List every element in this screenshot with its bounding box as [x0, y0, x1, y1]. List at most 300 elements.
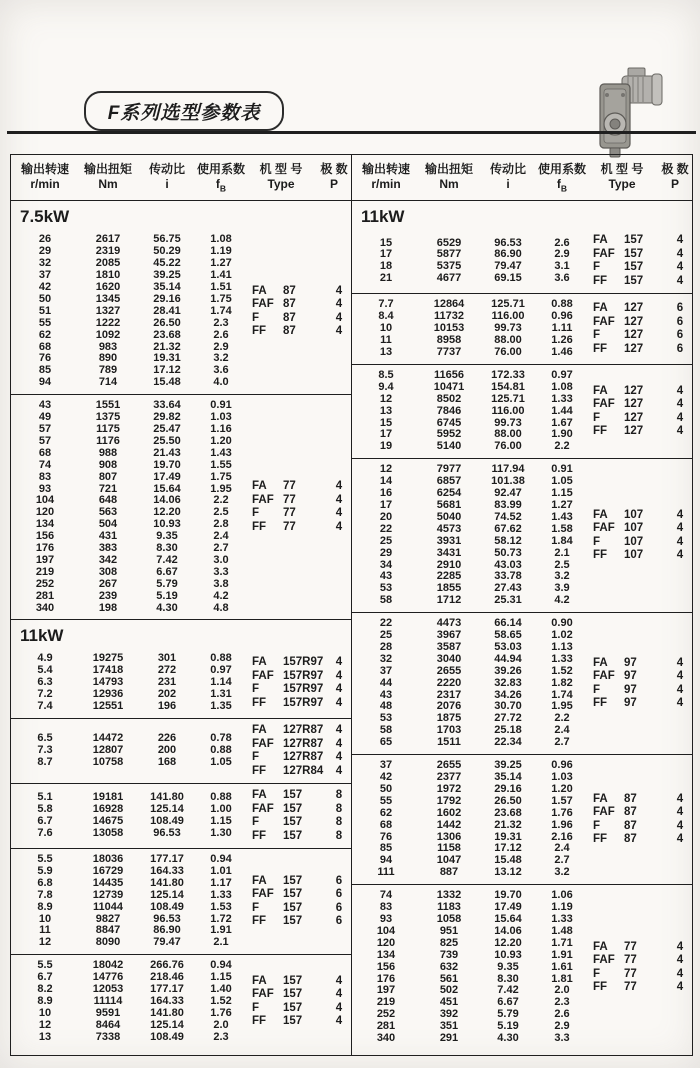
- output-torque-value: 16928: [92, 803, 124, 816]
- pole-count: 6: [335, 888, 343, 901]
- ratio-value: 56.75: [153, 233, 181, 246]
- output-torque-value: 342: [98, 553, 118, 566]
- output-speed-value: 10: [379, 322, 393, 335]
- ratio-value: 23.68: [153, 328, 181, 341]
- pole-count: 4: [335, 974, 343, 987]
- table-row: [11, 472, 245, 484]
- type-row: [586, 954, 692, 968]
- type-row: [586, 522, 692, 536]
- table-row: [11, 330, 245, 342]
- output-torque-value: 14675: [92, 815, 124, 828]
- header-label: 传动比: [489, 162, 526, 176]
- table-row: [11, 1008, 245, 1020]
- output-speed-value: 48: [379, 700, 393, 713]
- output-speed-value: 7.6: [37, 826, 53, 839]
- service-factor-value: 1.84: [551, 534, 573, 547]
- service-factor-value: 1.27: [210, 257, 232, 270]
- output-speed-value: 197: [376, 984, 396, 997]
- ratio-value: 50.73: [494, 546, 522, 559]
- data-rows: [352, 299, 586, 359]
- pole-count: 4: [676, 683, 684, 696]
- service-factor-value: 0.88: [210, 791, 232, 804]
- ratio-value: 33.78: [494, 570, 522, 583]
- ratio-value: 88.00: [494, 428, 522, 441]
- ratio-value: 32.83: [494, 676, 522, 689]
- header-label: 传动比: [148, 162, 185, 176]
- pole-count: 4: [676, 234, 684, 247]
- service-factor-value: 3.3: [554, 1032, 570, 1045]
- pole-count: 8: [335, 802, 343, 815]
- output-torque-value: 1972: [436, 782, 462, 795]
- service-factor-value: 1.51: [210, 281, 232, 294]
- type-size: 157R97: [283, 683, 324, 696]
- type-prefix: FA: [252, 974, 267, 987]
- ratio-value: 27.43: [494, 582, 522, 595]
- pole-count: 4: [676, 384, 684, 397]
- type-row: [245, 888, 351, 902]
- ratio-value: 17.12: [494, 842, 522, 855]
- ratio-value: 29.16: [153, 292, 181, 305]
- output-speed-value: 65: [379, 736, 393, 749]
- type-row: [586, 670, 692, 684]
- type-row: [586, 941, 692, 955]
- table-row: [11, 828, 245, 840]
- output-torque-value: 1092: [95, 328, 121, 341]
- service-factor-value: 2.2: [554, 440, 570, 453]
- output-speed-value: 26: [38, 233, 52, 246]
- header-label: 机 型 号: [259, 162, 303, 176]
- output-torque-value: 16729: [92, 864, 124, 877]
- service-factor-value: 1.40: [210, 983, 232, 996]
- table-row: [352, 382, 586, 394]
- pole-count: 4: [676, 981, 684, 994]
- service-factor-value: 0.96: [551, 310, 573, 323]
- output-torque-value: 6745: [436, 416, 462, 429]
- type-row: [586, 806, 692, 820]
- output-speed-value: 17: [379, 498, 393, 511]
- ratio-value: 164.33: [150, 864, 184, 877]
- type-size: 127: [624, 384, 644, 397]
- ratio-value: 15.48: [153, 376, 181, 389]
- output-torque-value: 6529: [436, 236, 462, 249]
- service-factor-value: 1.00: [210, 803, 232, 816]
- type-prefix: FA: [252, 874, 267, 887]
- output-torque-value: 789: [98, 364, 118, 377]
- table-row: [11, 591, 245, 603]
- type-row: [586, 833, 692, 847]
- type-row: [586, 793, 692, 807]
- type-prefix: FAF: [593, 315, 615, 328]
- ratio-value: 8.30: [156, 542, 178, 555]
- ratio-value: 177.17: [150, 983, 184, 996]
- ratio-value: 17.12: [153, 364, 181, 377]
- output-speed-value: 340: [35, 601, 55, 614]
- output-speed-value: 74: [38, 458, 52, 471]
- output-speed-value: 14: [379, 475, 393, 488]
- output-torque-value: 12551: [92, 700, 124, 713]
- service-factor-value: 2.0: [213, 1018, 229, 1031]
- table-row: [352, 1033, 586, 1045]
- ratio-value: 14.06: [494, 924, 522, 937]
- type-size: 157: [283, 974, 303, 987]
- ratio-value: 88.00: [494, 334, 522, 347]
- type-size: 77: [624, 981, 637, 994]
- type-row: [245, 697, 351, 711]
- output-speed-value: 219: [35, 565, 55, 578]
- ratio-value: 92.47: [494, 487, 522, 500]
- output-torque-value: 2655: [436, 664, 462, 677]
- ratio-value: 83.99: [494, 498, 522, 511]
- type-size: 157: [283, 829, 303, 842]
- header-label: 机 型 号: [600, 162, 644, 176]
- data-rows: [11, 653, 245, 713]
- output-speed-value: 8.2: [37, 983, 53, 996]
- type-prefix: F: [593, 261, 601, 274]
- ratio-value: 30.70: [494, 700, 522, 713]
- service-factor-value: 1.43: [551, 510, 573, 523]
- output-speed-value: 62: [379, 806, 393, 819]
- service-factor-value: 1.05: [551, 475, 573, 488]
- type-size: 157: [283, 988, 303, 1001]
- type-size: 97: [624, 683, 637, 696]
- ratio-value: 5.79: [497, 1008, 519, 1021]
- type-size: 157: [283, 915, 303, 928]
- pole-count: 4: [676, 398, 684, 411]
- ratio-value: 141.80: [150, 876, 184, 889]
- header-unit: r/min: [371, 177, 401, 191]
- table-row: [352, 796, 586, 808]
- service-factor-value: 2.4: [554, 724, 570, 737]
- output-speed-value: 15: [379, 416, 393, 429]
- output-torque-value: 2220: [436, 676, 462, 689]
- data-rows: [11, 792, 245, 840]
- type-size: 127R87: [283, 724, 324, 737]
- page-title: [84, 91, 284, 131]
- ratio-value: 125.14: [150, 803, 184, 816]
- data-block: [11, 718, 351, 783]
- data-block: [11, 848, 351, 954]
- type-prefix: FF: [593, 549, 608, 562]
- type-size: 157R97: [283, 696, 324, 709]
- output-speed-value: 62: [38, 328, 52, 341]
- output-speed-value: 4.9: [37, 652, 53, 665]
- data-rows: [11, 400, 245, 614]
- type-prefix: FAF: [593, 247, 615, 260]
- type-row: [586, 316, 692, 330]
- table-row: [352, 273, 586, 285]
- ratio-value: 12.20: [153, 506, 181, 519]
- output-torque-value: 721: [98, 482, 118, 495]
- type-size: 127: [624, 302, 644, 315]
- type-size: 157: [624, 234, 644, 247]
- type-row: [245, 915, 351, 929]
- type-prefix: FF: [252, 520, 267, 533]
- table-row: [352, 820, 586, 832]
- header-divider-line: [7, 131, 696, 134]
- output-speed-value: 11: [380, 334, 392, 347]
- output-speed-value: 13: [379, 404, 393, 417]
- pole-count: 4: [676, 697, 684, 710]
- header-cell: [352, 161, 420, 196]
- table-row: [352, 737, 586, 749]
- type-row: [245, 312, 351, 326]
- output-speed-value: 13: [379, 346, 393, 359]
- output-speed-value: 34: [379, 558, 393, 571]
- table-row: [11, 603, 245, 615]
- service-factor-value: 1.71: [551, 936, 573, 949]
- type-size: 127: [624, 329, 644, 342]
- ratio-value: 26.50: [153, 316, 181, 329]
- type-prefix: F: [593, 535, 601, 548]
- output-torque-value: 9591: [95, 1006, 121, 1019]
- output-torque-value: 1511: [437, 736, 461, 749]
- service-factor-value: 0.91: [551, 463, 573, 476]
- header-label: 使用系数: [538, 162, 587, 176]
- output-torque-value: 563: [98, 506, 118, 519]
- ratio-value: 5.79: [156, 577, 178, 590]
- service-factor-value: 1.14: [210, 676, 232, 689]
- header-label: 输出扭矩: [424, 162, 473, 176]
- output-torque-value: 2655: [436, 759, 462, 772]
- output-speed-value: 93: [38, 482, 52, 495]
- ratio-value: 39.26: [494, 664, 522, 677]
- type-prefix: FAF: [252, 988, 274, 1001]
- type-prefix: F: [252, 816, 260, 829]
- service-factor-value: 0.94: [210, 853, 232, 866]
- type-size: 157: [283, 1001, 303, 1014]
- output-torque-value: 6857: [436, 475, 462, 488]
- table-row: [352, 938, 586, 950]
- ratio-value: 108.49: [150, 900, 184, 913]
- service-factor-value: 1.67: [551, 416, 573, 429]
- service-factor-value: 2.7: [213, 542, 229, 555]
- output-speed-value: 76: [379, 830, 393, 843]
- ratio-value: 10.93: [494, 948, 522, 961]
- output-torque-value: 14776: [92, 971, 124, 984]
- service-factor-value: 1.33: [551, 392, 573, 405]
- service-factor-value: 1.30: [210, 826, 232, 839]
- service-factor-value: 1.33: [551, 652, 573, 665]
- output-torque-value: 5952: [436, 428, 462, 441]
- output-speed-value: 53: [379, 582, 393, 595]
- output-torque-value: 890: [98, 352, 118, 365]
- type-prefix: FA: [593, 940, 608, 953]
- output-torque-value: 11656: [434, 368, 464, 381]
- ratio-value: 5.19: [156, 589, 178, 602]
- type-list: [586, 657, 692, 711]
- header-unit: i: [506, 177, 510, 191]
- service-factor-value: 1.02: [551, 629, 573, 642]
- ratio-value: 96.53: [494, 236, 522, 249]
- type-row: [245, 738, 351, 752]
- data-block: [352, 293, 692, 364]
- type-size: 157: [283, 874, 303, 887]
- ratio-value: 35.14: [494, 771, 522, 784]
- pole-count: 8: [335, 789, 343, 802]
- ratio-value: 125.71: [491, 298, 525, 311]
- type-prefix: FF: [593, 697, 608, 710]
- type-row: [586, 657, 692, 671]
- output-speed-value: 37: [38, 269, 52, 282]
- ratio-value: 7.42: [156, 553, 178, 566]
- data-rows: [352, 890, 586, 1045]
- service-factor-value: 1.35: [210, 700, 232, 713]
- output-speed-value: 176: [376, 972, 396, 985]
- type-row: [245, 285, 351, 299]
- output-speed-value: 11: [39, 924, 51, 937]
- output-speed-value: 32: [38, 257, 52, 270]
- pole-count: 4: [335, 1001, 343, 1014]
- pole-count: 4: [676, 940, 684, 953]
- output-torque-value: 632: [439, 960, 459, 973]
- output-speed-value: 25: [379, 629, 393, 642]
- service-factor-value: 1.58: [551, 522, 573, 535]
- service-factor-value: 0.94: [210, 959, 232, 972]
- output-speed-value: 43: [38, 399, 52, 412]
- pole-count: 4: [676, 819, 684, 832]
- output-torque-value: 2910: [436, 558, 462, 571]
- output-speed-value: 197: [35, 553, 55, 566]
- output-speed-value: 6.8: [37, 876, 53, 889]
- type-size: 157: [283, 888, 303, 901]
- type-size: 97: [624, 670, 637, 683]
- type-prefix: FA: [252, 724, 267, 737]
- type-list: [586, 385, 692, 439]
- type-prefix: FAF: [252, 737, 274, 750]
- ratio-value: 272: [157, 664, 177, 677]
- table-row: [11, 1020, 245, 1032]
- service-factor-value: 0.88: [210, 744, 232, 757]
- page-title-text: F系列选型参数表: [107, 102, 261, 124]
- ratio-value: 301: [157, 652, 177, 665]
- table-row: [11, 902, 245, 914]
- output-torque-value: 11114: [93, 994, 123, 1007]
- ratio-value: 23.68: [494, 806, 522, 819]
- output-torque-value: 3931: [436, 534, 462, 547]
- type-list: [245, 975, 351, 1029]
- service-factor-value: 1.55: [210, 458, 232, 471]
- output-torque-value: 1551: [95, 399, 121, 412]
- type-row: [245, 902, 351, 916]
- pole-count: 4: [335, 480, 343, 493]
- ratio-value: 27.72: [494, 712, 522, 725]
- pole-count: 4: [335, 311, 343, 324]
- type-size: 107: [624, 535, 644, 548]
- service-factor-value: 2.6: [213, 328, 229, 341]
- output-speed-value: 53: [379, 712, 393, 725]
- ratio-value: 58.12: [494, 534, 522, 547]
- type-prefix: FAF: [593, 398, 615, 411]
- output-torque-value: 4677: [436, 272, 462, 285]
- ratio-value: 226: [157, 732, 177, 745]
- type-row: [245, 670, 351, 684]
- service-factor-value: 1.15: [210, 971, 232, 984]
- type-row: [245, 325, 351, 339]
- output-torque-value: 1176: [96, 434, 120, 447]
- header-cell: [197, 161, 245, 196]
- table-row: [11, 579, 245, 591]
- output-speed-value: 8.4: [378, 310, 394, 323]
- header-unit: Nm: [98, 177, 118, 191]
- type-prefix: FF: [252, 915, 267, 928]
- data-rows: [352, 464, 586, 607]
- type-prefix: FAF: [593, 670, 615, 683]
- type-size: 127: [624, 425, 644, 438]
- type-row: [245, 656, 351, 670]
- type-list: [586, 234, 692, 288]
- service-factor-value: 1.20: [551, 782, 573, 795]
- type-row: [245, 521, 351, 535]
- service-factor-value: 4.8: [213, 601, 229, 614]
- output-speed-value: 252: [35, 577, 55, 590]
- type-prefix: F: [593, 967, 601, 980]
- header-cell: [245, 161, 317, 196]
- output-speed-value: 8.9: [37, 994, 53, 1007]
- service-factor-value: 0.78: [210, 732, 232, 745]
- table-row: [352, 962, 586, 974]
- output-speed-value: 68: [379, 818, 393, 831]
- type-size: 127: [624, 315, 644, 328]
- service-factor-value: 1.19: [551, 901, 573, 914]
- service-factor-value: 1.03: [551, 771, 573, 784]
- ratio-value: 12.20: [494, 936, 522, 949]
- table-row: [352, 441, 586, 453]
- output-torque-value: 1183: [437, 901, 461, 914]
- type-prefix: FF: [593, 981, 608, 994]
- pole-count: 4: [676, 954, 684, 967]
- output-speed-value: 7.8: [37, 888, 53, 901]
- output-torque-value: 11044: [93, 900, 123, 913]
- type-size: 127: [624, 398, 644, 411]
- type-row: [245, 724, 351, 738]
- type-prefix: FAF: [593, 954, 615, 967]
- ratio-value: 116.00: [491, 310, 525, 323]
- output-torque-value: 714: [98, 376, 118, 389]
- pole-count: 6: [676, 329, 684, 342]
- type-size: 87: [624, 806, 637, 819]
- output-torque-value: 7338: [95, 1030, 121, 1043]
- type-prefix: F: [593, 819, 601, 832]
- table-row: [11, 306, 245, 318]
- output-torque-value: 1620: [95, 281, 121, 294]
- pole-count: 4: [676, 967, 684, 980]
- type-size: 157: [283, 802, 303, 815]
- output-torque-value: 18042: [92, 959, 124, 972]
- output-torque-value: 9827: [95, 912, 121, 925]
- type-prefix: FF: [252, 1015, 267, 1028]
- pole-count: 8: [335, 816, 343, 829]
- output-speed-value: 104: [376, 924, 396, 937]
- pole-count: 8: [335, 829, 343, 842]
- type-row: [586, 248, 692, 262]
- ratio-value: 4.30: [156, 601, 178, 614]
- type-size: 77: [283, 480, 296, 493]
- type-prefix: FA: [252, 789, 267, 802]
- service-factor-value: 1.74: [210, 304, 232, 317]
- ratio-value: 19.31: [494, 830, 522, 843]
- table-row: [352, 512, 586, 524]
- output-speed-value: 37: [379, 759, 393, 772]
- header-cell: [538, 161, 586, 196]
- service-factor-value: 3.2: [554, 570, 570, 583]
- output-torque-value: 8502: [436, 392, 462, 405]
- service-factor-value: 1.72: [210, 912, 232, 925]
- service-factor-value: 1.17: [210, 876, 232, 889]
- output-speed-value: 6.7: [37, 971, 53, 984]
- service-factor-value: 1.05: [210, 755, 232, 768]
- output-torque-value: 739: [439, 948, 459, 961]
- output-speed-value: 9.4: [378, 380, 394, 393]
